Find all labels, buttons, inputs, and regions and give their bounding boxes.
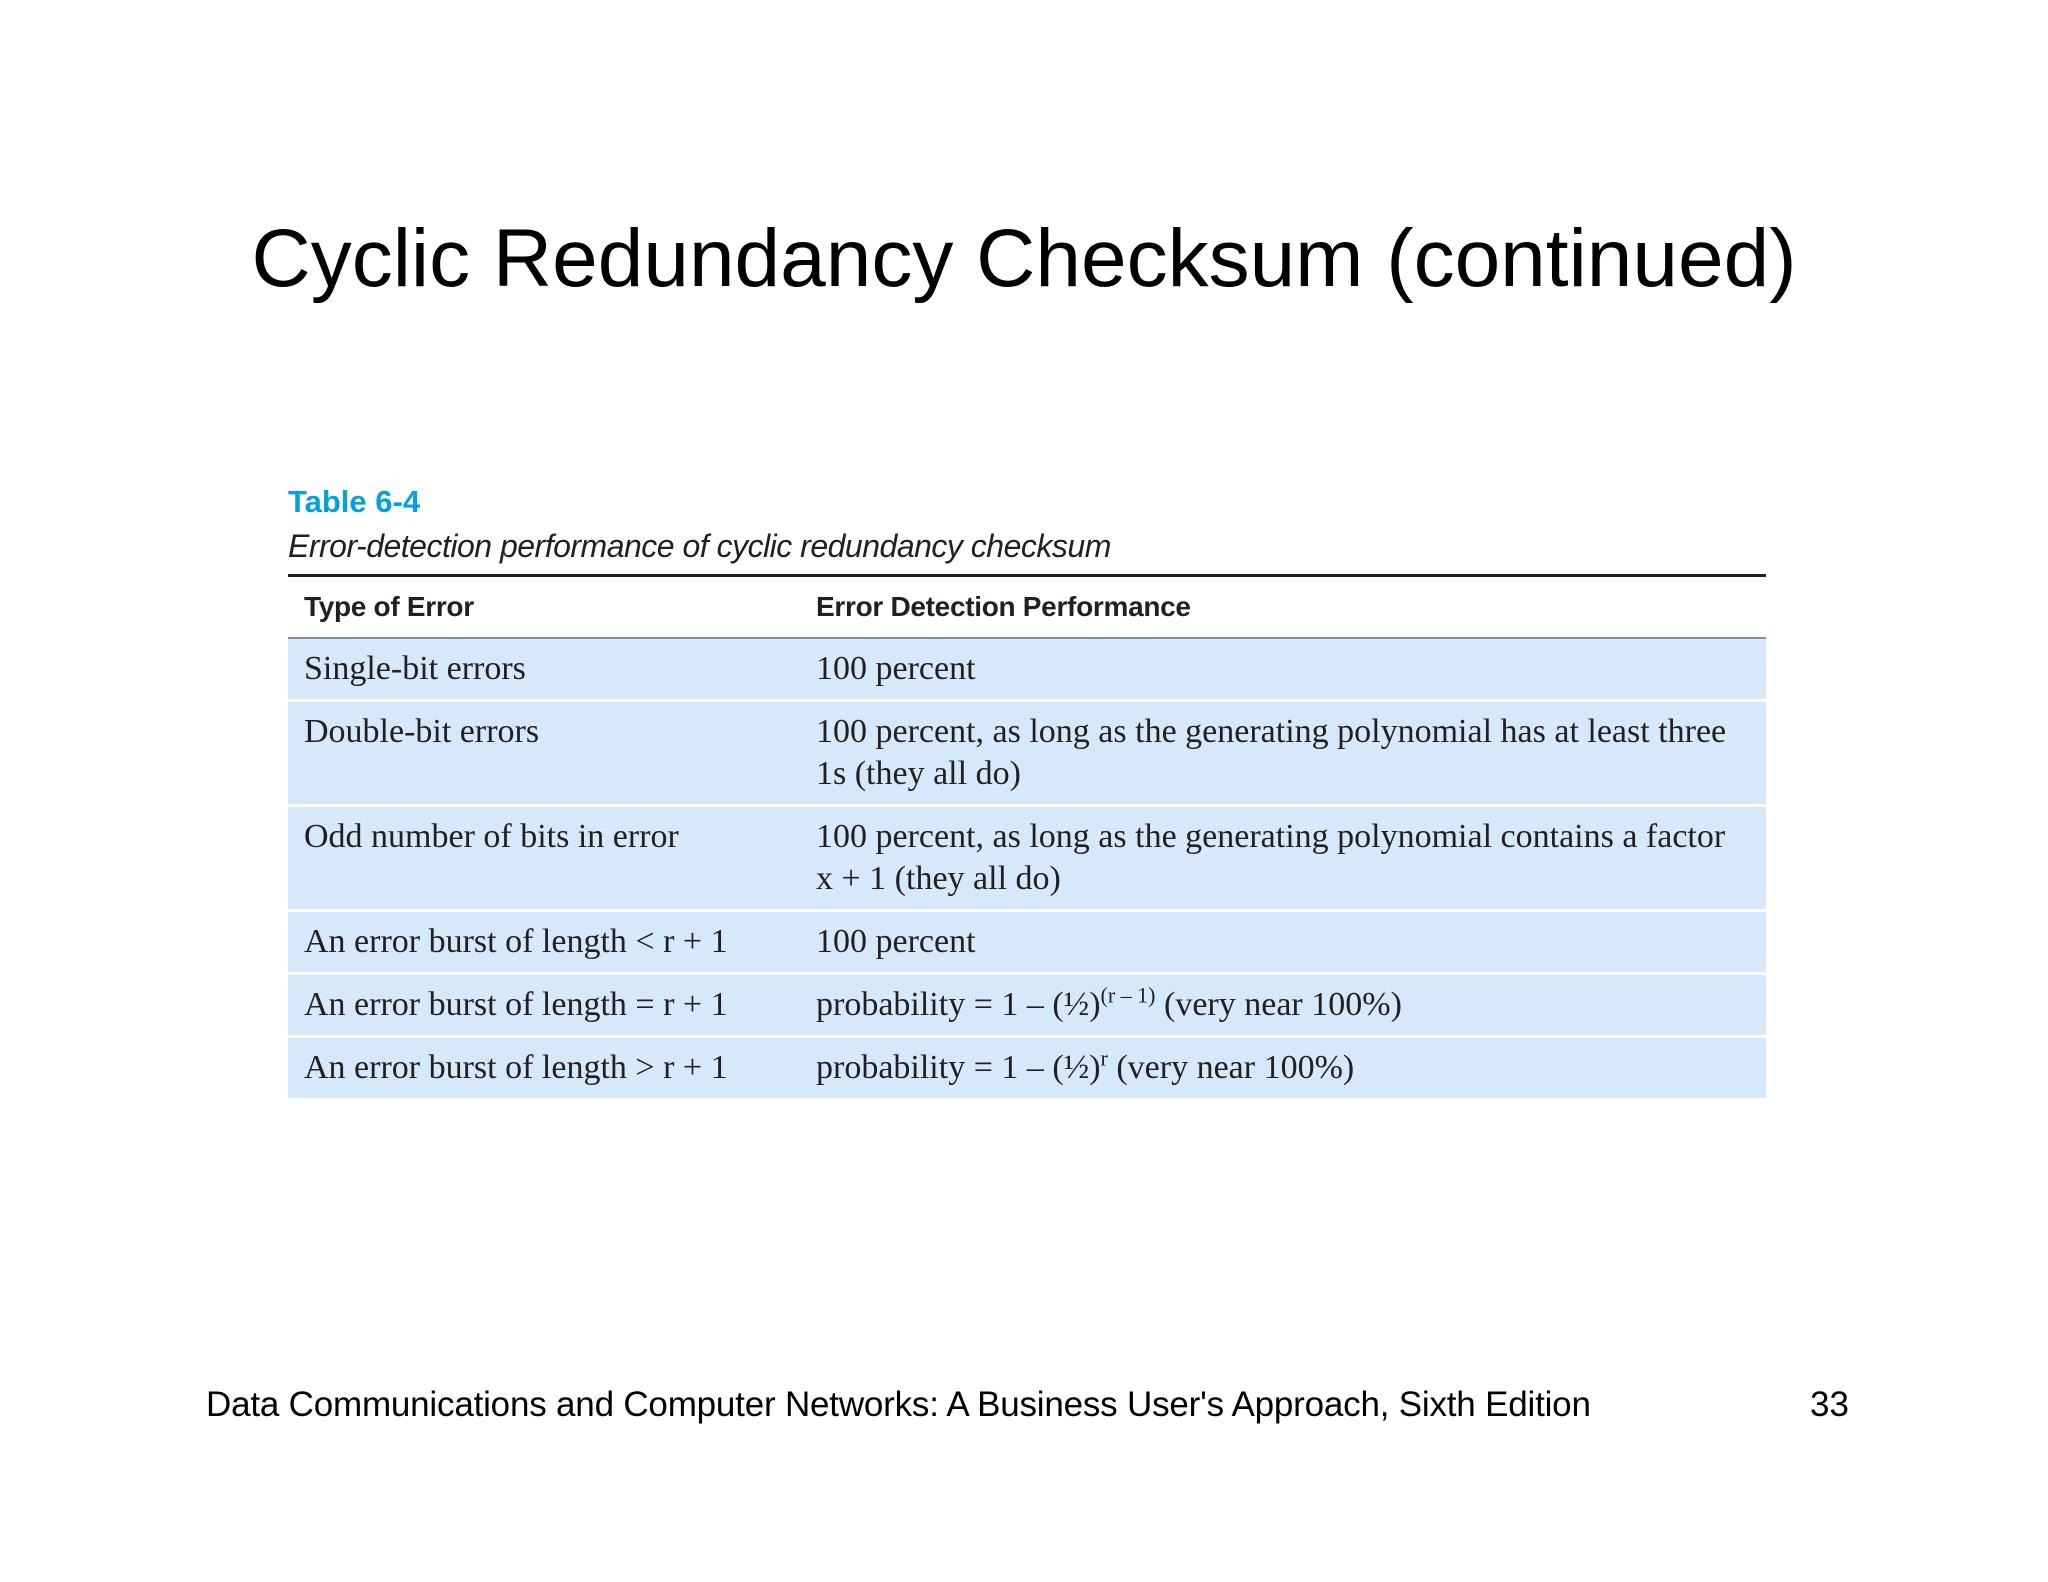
row-performance-cell xyxy=(816,984,1766,1026)
table-caption: Error-detection performance of cyclic redundancy checksum xyxy=(288,524,1766,577)
slide-title: Cyclic Redundancy Checksum (continued) xyxy=(251,213,1797,304)
row-performance-cell: 100 percent xyxy=(816,650,976,687)
performance-suffix: (very near 100%) xyxy=(1107,1049,1355,1086)
table-row xyxy=(288,702,1766,807)
performance-exponent: r xyxy=(1100,1045,1108,1071)
row-type-cell: An error burst of length = r + 1 xyxy=(304,986,728,1023)
footer-book-title: Data Communications and Computer Networks: A Business User's Approach, Sixth Edition xyxy=(206,1385,1591,1424)
table-row xyxy=(288,639,1766,702)
table-header-row xyxy=(288,577,1766,639)
performance-prefix: probability = 1 – (½) xyxy=(816,986,1101,1023)
table-figure xyxy=(288,480,1766,1098)
row-type-cell: Single-bit errors xyxy=(304,650,526,687)
table-row xyxy=(288,975,1766,1038)
row-type-cell: Odd number of bits in error xyxy=(304,818,679,855)
row-type-cell: Double-bit errors xyxy=(304,713,540,750)
row-performance-cell: 100 percent xyxy=(816,923,976,960)
header-error-detection-performance: Error Detection Performance xyxy=(816,591,1191,622)
page-number: 33 xyxy=(1810,1385,1849,1424)
table-label: Table 6-4 xyxy=(288,484,421,519)
row-performance-cell: 100 percent, as long as the generating polynomial contains a factor x + 1 (they all do) xyxy=(816,818,1726,897)
table-row xyxy=(288,1038,1766,1098)
performance-prefix: probability = 1 – (½) xyxy=(816,1049,1101,1086)
header-type-of-error: Type of Error xyxy=(304,591,474,622)
row-performance-cell xyxy=(816,1047,1766,1089)
table-row xyxy=(288,807,1766,912)
row-type-cell: An error burst of length > r + 1 xyxy=(304,1049,728,1086)
performance-exponent: (r – 1) xyxy=(1100,982,1156,1008)
error-detection-table xyxy=(288,577,1766,1098)
row-performance-cell: 100 percent, as long as the generating polynomial has at least three 1s (they all do) xyxy=(816,713,1727,792)
performance-suffix: (very near 100%) xyxy=(1155,986,1402,1023)
table-row xyxy=(288,912,1766,975)
row-type-cell: An error burst of length < r + 1 xyxy=(304,923,728,960)
